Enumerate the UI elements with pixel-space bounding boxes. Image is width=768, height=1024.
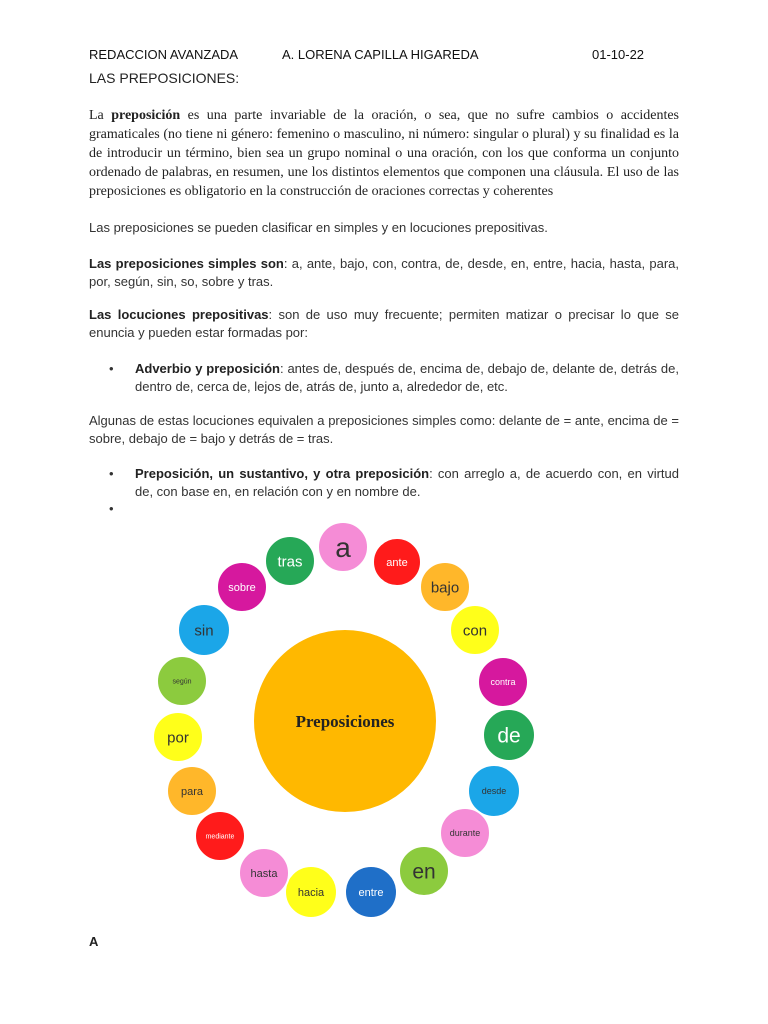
locuciones-paragraph <box>89 306 679 342</box>
preposition-bubble-ante <box>373 538 421 586</box>
header-date: 01-10-22 <box>592 47 645 62</box>
equivalencias-paragraph: Algunas de estas locuciones equivalen a preposiciones simples como: delante de = ante, encima de = sobre, debajo de = bajo y detrás de = tras. <box>89 413 679 446</box>
definition-pre: La <box>89 108 112 123</box>
list-item-body: : antes de, después de, encima de, debajo de, delante de, detrás de, dentro de, cerca de, lejos de, atrás de, junto a, alrededor de, etc. <box>135 361 679 394</box>
preposition-bubble-tras <box>265 536 315 586</box>
prepositions-diagram-svg <box>140 515 540 935</box>
preposition-label: de <box>497 724 521 748</box>
preposition-bubble-para <box>167 766 217 816</box>
preposition-label: según <box>172 678 192 686</box>
definition-paragraph <box>89 106 679 201</box>
preposition-label: entre <box>358 886 384 899</box>
center-label: Preposiciones <box>295 712 395 731</box>
preposition-bubble-por <box>153 712 203 762</box>
preposition-bubble-sin <box>178 604 230 656</box>
simples-paragraph <box>89 255 679 291</box>
intro-paragraph: Las preposiciones se pueden clasificar en simples y en locuciones prepositivas. <box>89 220 548 235</box>
header-course: REDACCION AVANZADA <box>89 47 239 62</box>
list-item-body: : con arreglo a, de acuerdo con, en virtud de, con base en, en relación con y en nombre de. <box>135 466 679 499</box>
preposition-label: desde <box>481 786 507 797</box>
preposition-label: bajo <box>430 579 460 597</box>
simples-heading: Las preposiciones simples son <box>89 256 284 271</box>
locuciones-text: : son de uso muy frecuente; permiten matizar o precisar lo que se enuncia y pueden estar formadas por: <box>89 307 679 340</box>
preposition-label: a <box>335 531 351 563</box>
preposition-label: contra <box>490 677 516 688</box>
preposition-bubble-durante <box>440 808 490 858</box>
list-item-text <box>135 465 679 501</box>
preposition-bubble-desde <box>468 765 520 817</box>
locuciones-heading: Las locuciones prepositivas <box>89 307 269 322</box>
preposition-label: sin <box>194 622 214 640</box>
preposition-bubble-hacia <box>285 866 337 918</box>
preposition-bubble-según <box>157 656 207 706</box>
preposition-label: mediante <box>205 833 235 841</box>
prepositions-diagram <box>140 515 540 935</box>
bullet-dot: • <box>109 501 114 516</box>
list-item-heading: Preposición, un sustantivo, y otra preposición <box>135 466 430 481</box>
preposition-label: en <box>412 860 436 884</box>
preposition-label: sobre <box>228 581 256 594</box>
list-item-text <box>135 360 679 396</box>
preposition-label: para <box>180 785 204 798</box>
bullet-dot: • <box>109 466 114 481</box>
preposition-bubble-mediante <box>195 811 245 861</box>
preposition-bubble-bajo <box>420 562 470 612</box>
bullet-dot: • <box>109 361 114 376</box>
preposition-label: hacia <box>297 886 325 899</box>
preposition-label: durante <box>449 828 481 839</box>
preposition-label: tras <box>277 553 303 571</box>
preposition-bubble-contra <box>478 657 528 707</box>
preposition-bubble-hasta <box>239 848 289 898</box>
preposition-label: con <box>462 622 488 640</box>
page-title: LAS PREPOSICIONES: <box>89 70 240 86</box>
definition-text: es una parte invariable de la oración, o sea, que no sufre cambios o accidentes gramaticales (no tiene ni género: femenino o masculino, ni número: singular o plural) y su finalidad es la de introducir un término, bien sea un grupo nominal o una oración, con los que conforma un conjunto ordenado de palabras, en resumen, une los distintos elementos que componen una cláusula. El uso de las preposiciones es obligatorio en la construcción de oraciones correctas y coherentes <box>89 108 680 199</box>
preposition-bubble-entre <box>345 866 397 918</box>
preposition-label: ante <box>386 556 408 569</box>
simples-text: : a, ante, bajo, con, contra, de, desde, en, entre, hacia, hasta, para, por, según, sin, so, sobre y tras. <box>89 256 679 289</box>
preposition-label: hasta <box>250 867 278 880</box>
list-item-heading: Adverbio y preposición <box>135 361 280 376</box>
preposition-bubble-de <box>483 709 535 761</box>
preposition-bubble-sobre <box>217 562 267 612</box>
definition-keyword: preposición <box>111 108 181 123</box>
header-author: A. LORENA CAPILLA HIGAREDA <box>282 47 479 62</box>
preposition-bubble-en <box>399 846 449 896</box>
footer-letter: A <box>89 934 99 949</box>
preposition-label: por <box>167 729 189 747</box>
preposition-bubble-a <box>318 522 368 572</box>
preposition-bubble-con <box>450 605 500 655</box>
